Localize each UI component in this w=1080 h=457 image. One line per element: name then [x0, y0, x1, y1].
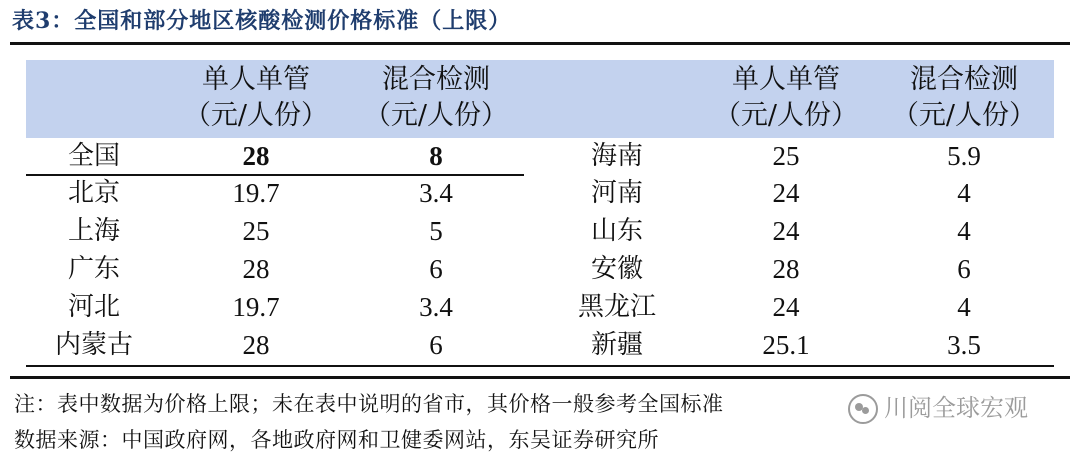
right-row-region: 安徽 [590, 254, 643, 284]
left-row-single: 19.7 [232, 292, 280, 322]
header-mixed-label: 混合检测 [382, 64, 490, 95]
right-row-single: 25 [772, 141, 800, 171]
wechat-icon [848, 394, 878, 424]
top-rule [10, 42, 1070, 45]
right-row-single: 28 [772, 254, 800, 284]
header-single-label: 单人单管 [202, 64, 310, 95]
data-source: 数据来源：中国政府网，各地政府网和卫健委网站，东吴证券研究所 [14, 428, 659, 452]
right-row-region: 河南 [590, 178, 643, 208]
right-row-mixed: 3.5 [947, 330, 981, 360]
header-single-label: 单人单管 [732, 64, 840, 95]
left-row-mixed: 6 [429, 254, 443, 284]
header-single-unit: （元/人份） [183, 100, 329, 131]
right-row-region: 山东 [590, 216, 643, 246]
watermark-text: 川阅全球宏观 [884, 394, 1028, 422]
header-mixed-unit: （元/人份） [363, 100, 509, 131]
table-title: 表3：全国和部分地区核酸检测价格标准（上限） [12, 8, 512, 34]
table-bottom-rule [26, 365, 1054, 367]
right-row-single: 24 [772, 216, 800, 246]
right-row-region: 黑龙江 [577, 292, 656, 322]
left-row-mixed: 3.4 [419, 292, 453, 322]
right-row-single: 25.1 [762, 330, 810, 360]
left-row-region: 北京 [67, 178, 120, 208]
left-row-single: 28 [242, 330, 270, 360]
header-mixed-unit: （元/人份） [891, 100, 1037, 131]
header-single-left [168, 62, 344, 134]
header-mixed-left [348, 62, 524, 134]
right-row-single: 24 [772, 178, 800, 208]
right-row-region: 海南 [590, 141, 643, 171]
left-row-region: 内蒙古 [54, 330, 133, 360]
left-row-mixed: 8 [429, 141, 443, 171]
table-note: 注：表中数据为价格上限；未在表中说明的省市，其价格一般参考全国标准 [14, 392, 724, 416]
left-row-region: 河北 [67, 292, 120, 322]
left-row-single: 25 [242, 216, 270, 246]
left-row-region: 上海 [67, 216, 120, 246]
left-row-mixed: 5 [429, 216, 443, 246]
left-row-mixed: 3.4 [419, 178, 453, 208]
header-single-unit: （元/人份） [713, 100, 859, 131]
right-row-mixed: 4 [957, 292, 971, 322]
left-row-single: 19.7 [232, 178, 280, 208]
right-row-mixed: 4 [957, 178, 971, 208]
watermark [848, 388, 1028, 424]
header-single-right [698, 62, 874, 134]
right-row-region: 新疆 [590, 330, 643, 360]
right-row-mixed: 6 [957, 254, 971, 284]
right-row-single: 24 [772, 292, 800, 322]
left-row-region: 广东 [67, 254, 120, 284]
left-row-single: 28 [242, 141, 270, 171]
left-row-mixed: 6 [429, 330, 443, 360]
header-mixed-label: 混合检测 [910, 64, 1018, 95]
left-row-region: 全国 [67, 141, 120, 171]
section-bottom-rule [10, 376, 1070, 379]
right-row-mixed: 5.9 [947, 141, 981, 171]
header-mixed-right [876, 62, 1052, 134]
left-row-single: 28 [242, 254, 270, 284]
right-row-mixed: 4 [957, 216, 971, 246]
